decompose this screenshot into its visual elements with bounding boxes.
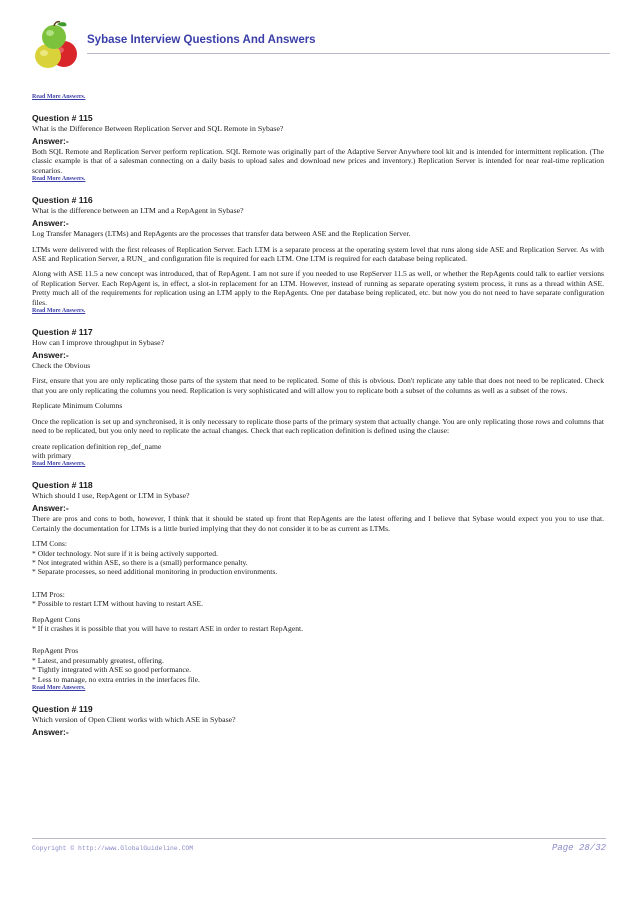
read-more-link[interactable]: Read More Answers. [32, 685, 86, 691]
answer-label: Answer:- [32, 350, 69, 361]
answer-paragraph: Along with ASE 11.5 a new concept was introduced, that of RepAgent. I am not sure if you needed to use RepServer 11.5 as well, or whether the RepAgents could talk to earlier versions of Replication Server. Each RepAgent is, in effect, a slot-in replacement for an LTM. However, instead of running as separate operating system process, it runs as a thread within ASE. Pretty much all of the requirements for replication using an LTM apply to the RepAgents. One per database being replicated, etc. but now you do not need to have separate configuration files. [32, 269, 604, 307]
code-line: with primary [32, 450, 72, 460]
question-text: What is the Difference Between Replication Server and SQL Remote in Sybase? [32, 124, 284, 133]
header-divider [87, 53, 610, 54]
question-text: Which version of Open Client works with which ASE in Sybase? [32, 715, 236, 724]
question-text: How can I improve throughput in Sybase? [32, 338, 165, 348]
list-item: * Separate processes, so need additional monitoring in production environments. [32, 567, 278, 577]
code-line: create replication definition rep_def_name [32, 441, 162, 451]
read-more-link[interactable]: Read More Answers. [32, 176, 86, 183]
list-heading: RepAgent Pros [32, 646, 79, 656]
answer-paragraph: Check the Obvious [32, 361, 91, 371]
list-item: * Not integrated within ASE, so there is a (small) performance penalty. [32, 557, 248, 567]
list-heading: LTM Pros: [32, 589, 65, 599]
apples-logo-icon [30, 20, 80, 70]
list-item: * Latest, and presumably greatest, offering. [32, 655, 164, 665]
answer-paragraph: First, ensure that you are only replicating those parts of the system that need to be replicated. Some of this is obvious. Don't replicate any table that does not need to be replicated. Check that you are only replicating the columns you need. Replication is very sophisticated and will allow you to replicate both a subset of the columns as well as a subset of the rows. [32, 376, 604, 395]
list-item: * Tightly integrated with ASE so good performance. [32, 665, 192, 675]
question-number: Question # 119 [32, 704, 93, 714]
footer-copyright: Copyright © http://www.GlobalGuideline.COM [32, 845, 194, 852]
answer-paragraph: Both SQL Remote and Replication Server perform replication. SQL Remote was originally part of the Adaptive Server Anywhere tool kit and is intended for intermittent replication. (The classic example is that of a salesman connecting on a daily basis to upload sales and download new prices and inventory.) Replication Server is intended for near real-time replication scenarios. [32, 147, 604, 175]
question-number: Question # 117 [32, 327, 93, 338]
answer-paragraph: There are pros and cons to both, however, I think that it should be stated up front that RepAgents are the latest offering and I believe that Sybase would expect you you to use that. Certainly the documentation for LTMs is a little buried implying that they do not consider it to be as current as LTMs. [32, 514, 604, 533]
question-block-119 [32, 704, 604, 738]
question-text: What is the difference between an LTM and a RepAgent in Sybase? [32, 206, 244, 216]
list-item: * If it crashes it is possible that you will have to restart ASE in order to restart RepAgent. [32, 623, 303, 633]
answer-paragraph: Once the replication is set up and synchronised, it is only necessary to replicate those parts of the primary system that actually change. You are only replicating those rows and columns that need to be replicated, but you only need to replicate the actual changes. Check that each replication definition is defined using the clause: [32, 416, 604, 436]
list-item: * Less to manage, no extra entries in the interfaces file. [32, 674, 200, 684]
answer-label: Answer:- [32, 136, 69, 146]
list-heading: LTM Cons: [32, 539, 67, 549]
question-block-118 [32, 480, 604, 691]
question-number: Question # 116 [32, 195, 93, 206]
list-item: * Older technology. Not sure if it is being actively supported. [32, 548, 218, 558]
answer-paragraph: Replicate Minimum Columns [32, 401, 123, 411]
question-block-116 [32, 195, 604, 314]
question-text: Which should I use, RepAgent or LTM in Sybase? [32, 491, 190, 501]
question-number: Question # 115 [32, 113, 93, 123]
list-item: * Possible to restart LTM without having to restart ASE. [32, 599, 203, 609]
question-block-115 [32, 113, 604, 182]
footer-page-number: Page 28/32 [551, 843, 606, 853]
answer-label: Answer:- [32, 727, 69, 737]
question-block-117 [32, 327, 604, 467]
list-heading: RepAgent Cons [32, 614, 81, 624]
answer-paragraph: Log Transfer Managers (LTMs) and RepAgents are the processes that transfer data between ASE and the Replication Server. [32, 229, 411, 239]
page-header [30, 20, 610, 70]
answer-label: Answer:- [32, 503, 69, 514]
read-more-link[interactable]: Read More Answers. [32, 308, 86, 315]
header-title: Sybase Interview Questions And Answers [87, 34, 316, 46]
document-body [32, 94, 604, 738]
footer-divider [32, 838, 606, 839]
question-number: Question # 118 [32, 480, 93, 491]
read-more-link[interactable]: Read More Answers. [32, 461, 86, 468]
answer-label: Answer:- [32, 218, 69, 229]
answer-paragraph: LTMs were delivered with the first releases of Replication Server. Each LTM is a separate process at the operating system level that runs along side ASE and Replication Server. As with ASE and Replication Server, a RUN_ and configuration file is required for each LTM. One LTM is required for each database being replicated. [32, 244, 604, 264]
read-more-link[interactable]: Read More Answers. [32, 94, 86, 100]
